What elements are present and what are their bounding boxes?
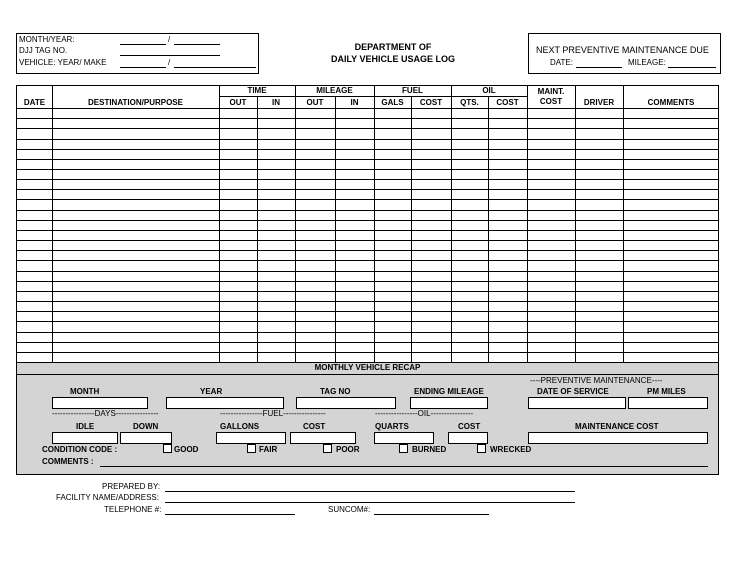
col-time-in-header: IN: [272, 98, 280, 107]
fair-label: FAIR: [259, 445, 278, 454]
table-row[interactable]: [17, 220, 719, 221]
suncom-field[interactable]: [374, 514, 489, 515]
next-pm-title: NEXT PREVENTIVE MAINTENANCE DUE: [536, 45, 709, 55]
suncom-label: SUNCOM#:: [328, 505, 371, 514]
poor-checkbox[interactable]: [323, 444, 332, 453]
recap-down-field[interactable]: [120, 432, 172, 444]
recap-quarts-label: QUARTS: [375, 422, 409, 431]
log-title: DAILY VEHICLE USAGE LOG: [330, 54, 456, 64]
wrecked-label: WRECKED: [490, 445, 532, 454]
vehicle-separator: /: [168, 58, 171, 67]
table-row[interactable]: [17, 281, 719, 282]
col-oil-cost-header: COST: [496, 98, 519, 107]
table-row[interactable]: [17, 139, 719, 140]
table-row[interactable]: [17, 230, 719, 231]
table-row[interactable]: [17, 149, 719, 150]
col-destination-header: DESTINATION/PURPOSE: [88, 98, 183, 107]
recap-ending-mileage-label: ENDING MILEAGE: [414, 387, 484, 396]
col-date-header: DATE: [23, 98, 46, 107]
recap-oil-cost-label: COST: [458, 422, 481, 431]
good-checkbox[interactable]: [163, 444, 172, 453]
recap-maintenance-cost-field[interactable]: [528, 432, 708, 444]
recap-comments-field[interactable]: [100, 466, 708, 467]
table-row[interactable]: [17, 159, 719, 160]
year-field[interactable]: [174, 44, 220, 45]
telephone-field[interactable]: [165, 514, 295, 515]
recap-gallons-label: GALLONS: [220, 422, 260, 431]
group-header-divider: [219, 96, 527, 97]
pm-date-label: DATE:: [550, 58, 573, 67]
facility-field[interactable]: [165, 502, 575, 503]
recap-year-field[interactable]: [166, 397, 284, 409]
table-row[interactable]: [17, 352, 719, 353]
burned-label: BURNED: [412, 445, 447, 454]
col-comments-header: COMMENTS: [647, 98, 695, 107]
table-row[interactable]: [17, 189, 719, 190]
recap-idle-field[interactable]: [52, 432, 118, 444]
table-row[interactable]: [17, 179, 719, 180]
col-qts-header: QTS.: [460, 98, 479, 107]
col-time-header: TIME: [247, 86, 267, 95]
vehicle-label: VEHICLE: YEAR/ MAKE: [19, 58, 107, 67]
condition-code-label: CONDITION CODE :: [42, 445, 118, 454]
recap-oil-header: ----------------OIL----------------: [375, 409, 474, 418]
recap-year-label: YEAR: [200, 387, 223, 396]
col-fuel-cost-header: COST: [419, 98, 443, 107]
table-row[interactable]: [17, 210, 719, 211]
table-row[interactable]: [17, 291, 719, 292]
month-year-label: MONTH/YEAR:: [19, 35, 75, 44]
table-row[interactable]: [17, 260, 719, 261]
poor-label: POOR: [336, 445, 360, 454]
recap-oil-cost-field[interactable]: [448, 432, 488, 444]
table-row[interactable]: [17, 271, 719, 272]
tag-field[interactable]: [120, 55, 220, 56]
recap-date-of-service-field[interactable]: [528, 397, 626, 409]
table-row[interactable]: [17, 311, 719, 312]
col-maint-header-2: COST: [539, 97, 563, 106]
pm-mileage-field[interactable]: [668, 67, 716, 68]
recap-pm-miles-label: PM MILES: [647, 387, 686, 396]
vehicle-year-field[interactable]: [120, 67, 166, 68]
col-time-out-header: OUT: [229, 98, 247, 107]
pm-mileage-label: MILEAGE:: [628, 58, 666, 67]
recap-quarts-field[interactable]: [374, 432, 434, 444]
recap-fuel-cost-field[interactable]: [290, 432, 356, 444]
table-row[interactable]: [17, 342, 719, 343]
table-row[interactable]: [17, 332, 719, 333]
recap-gallons-field[interactable]: [216, 432, 286, 444]
recap-ending-mileage-field[interactable]: [410, 397, 488, 409]
good-label: GOOD: [174, 445, 199, 454]
table-row[interactable]: [17, 118, 719, 119]
tag-label: DJJ TAG NO.: [19, 46, 68, 55]
vehicle-make-field[interactable]: [174, 67, 256, 68]
table-row[interactable]: [17, 199, 719, 200]
recap-title: MONTHLY VEHICLE RECAP: [314, 363, 421, 372]
col-maint-header-1: MAINT.: [537, 87, 565, 96]
table-row[interactable]: [17, 301, 719, 302]
table-row[interactable]: [17, 240, 719, 241]
col-mileage-out-header: OUT: [306, 98, 324, 107]
table-row[interactable]: [17, 128, 719, 129]
recap-tag-field[interactable]: [296, 397, 396, 409]
recap-down-label: DOWN: [133, 422, 159, 431]
recap-comments-label: COMMENTS :: [42, 457, 94, 466]
recap-month-field[interactable]: [52, 397, 148, 409]
month-field[interactable]: [120, 44, 166, 45]
recap-maintenance-cost-label: MAINTENANCE COST: [575, 422, 659, 431]
col-mileage-header: MILEAGE: [316, 86, 353, 95]
pm-date-field[interactable]: [576, 67, 622, 68]
col-fuel-header: FUEL: [402, 86, 423, 95]
recap-date-of-service-label: DATE OF SERVICE: [537, 387, 609, 396]
recap-fuel-cost-label: COST: [303, 422, 326, 431]
recap-idle-label: IDLE: [76, 422, 95, 431]
burned-checkbox[interactable]: [399, 444, 408, 453]
col-mileage-in-header: IN: [350, 98, 359, 107]
table-row[interactable]: [17, 321, 719, 322]
prepared-by-field[interactable]: [165, 491, 575, 492]
fair-checkbox[interactable]: [247, 444, 256, 453]
recap-month-label: MONTH: [70, 387, 100, 396]
recap-pm-miles-field[interactable]: [628, 397, 708, 409]
month-year-separator: /: [168, 35, 171, 44]
recap-tag-label: TAG NO: [320, 387, 351, 396]
telephone-label: TELEPHONE #:: [104, 505, 162, 514]
prepared-by-label: PREPARED BY:: [102, 482, 161, 491]
col-gals-header: GALS: [381, 98, 404, 107]
col-oil-header: OIL: [482, 86, 496, 95]
department-title: DEPARTMENT OF: [354, 42, 432, 52]
recap-fuel-header: ----------------FUEL----------------: [220, 409, 326, 418]
col-driver-header: DRIVER: [583, 98, 615, 107]
table-row[interactable]: [17, 169, 719, 170]
header-bottom-divider: [17, 108, 719, 109]
table-row[interactable]: [17, 250, 719, 251]
recap-days-header: ----------------DAYS----------------: [52, 409, 159, 418]
recap-pm-header: ----PREVENTIVE MAINTENANCE----: [530, 376, 663, 385]
facility-label: FACILITY NAME/ADDRESS:: [56, 493, 159, 502]
wrecked-checkbox[interactable]: [477, 444, 486, 453]
